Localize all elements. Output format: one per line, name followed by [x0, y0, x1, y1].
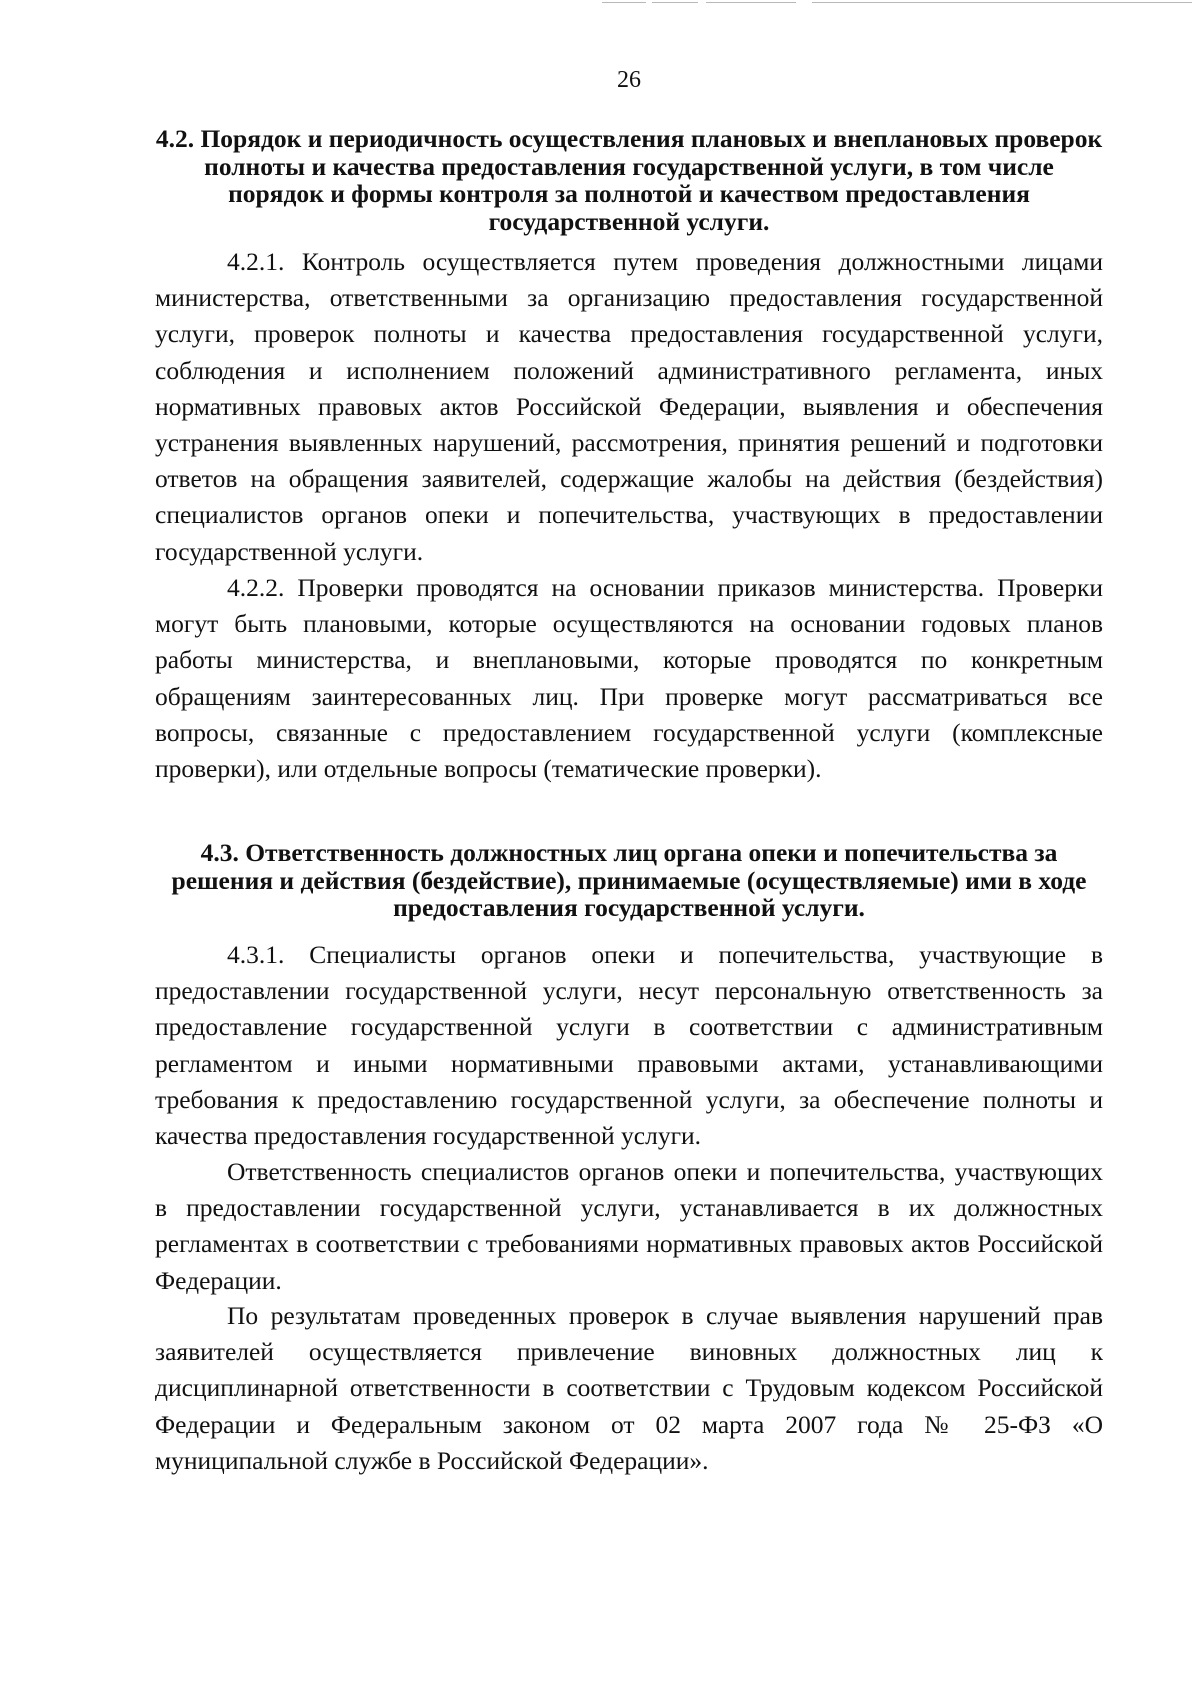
scan-edge-line	[652, 2, 698, 3]
section-4-3-heading: 4.3. Ответственность должностных лиц органа опеки и попечительства за решения и действия (бездействие), принимаемые (осуществляемые) ими в ходе предоставления государственной услуги.	[171, 838, 1087, 922]
page-number: 26	[617, 67, 641, 93]
paragraph-responsibility: Ответственность специалистов органов опеки и попечительства, участвующих в предоставлении государственной услуги, устанавливается в их должностных регламентах в соответствии с требованиями нормативных правовых актов Российской Федерации.	[155, 1157, 1103, 1295]
paragraph-inspection-results: По результатам проведенных проверок в случае выявления нарушений прав заявителей осуществляется привлечение виновных должностных лиц к дисциплинарной ответственности в соответствии с Трудовым кодексом Российской Федерации и Федеральным законом от 02 марта 2007 года № 25-ФЗ «О муниципальной службе в Российской Федерации».	[155, 1301, 1103, 1475]
scan-edge-line	[812, 2, 1192, 3]
scan-edge-line	[706, 2, 796, 3]
paragraph-4-3-1: 4.3.1. Специалисты органов опеки и попечительства, участвующие в предоставлении государственной услуги, несут персональную ответственность за предоставление государственной услуги в соответствии с административным регламентом и иными нормативными правовыми актами, устанавливающими требования к предоставлению государственной услуги, за обеспечение полноты и качества предоставления государственной услуги.	[155, 940, 1103, 1151]
scan-edge-line	[602, 2, 646, 3]
paragraph-4-2-2: 4.2.2. Проверки проводятся на основании приказов министерства. Проверки могут быть плановыми, которые осуществляются на основании годовых планов работы министерства, и внеплановыми, которые проводятся по конкретным обращениям заинтересованных лиц. При проверке могут рассматриваться все вопросы, связанные с предоставлением государственной услуги (комплексные проверки), или отдельные вопросы (тематические проверки).	[155, 573, 1103, 784]
section-4-2-heading: 4.2. Порядок и периодичность осуществления плановых и внеплановых проверок полноты и качества предоставления государственной услуги, в том числе порядок и формы контроля за полнотой и качеством предоставления государственной услуги.	[155, 124, 1103, 236]
paragraph-4-2-1: 4.2.1. Контроль осуществляется путем проведения должностными лицами министерства, ответственными за организацию предоставления государственной услуги, проверок полноты и качества предоставления государственной услуги, соблюдения и исполнением положений административного регламента, иных нормативных правовых актов Российской Федерации, выявления и обеспечения устранения выявленных нарушений, рассмотрения, принятия решений и подготовки ответов на обращения заявителей, содержащие жалобы на действия (бездействия) специалистов органов опеки и попечительства, участвующих в предоставлении государственной услуги.	[155, 247, 1103, 566]
